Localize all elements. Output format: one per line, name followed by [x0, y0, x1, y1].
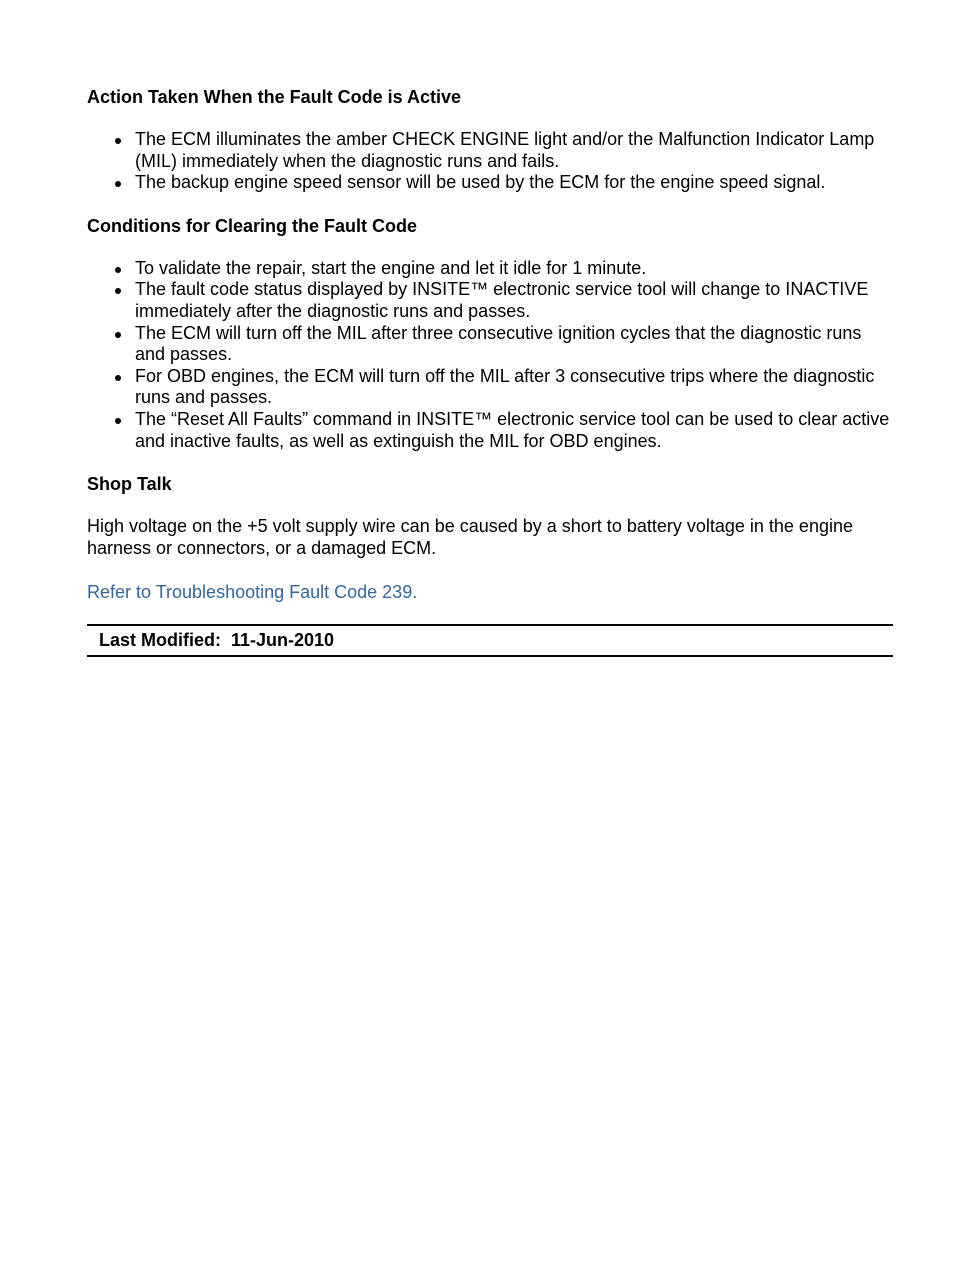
- list-item: [87, 129, 893, 172]
- list-item-text: The ECM will turn off the MIL after three consecutive ignition cycles that the diagnostic runs and passes.: [135, 322, 862, 365]
- list-item: [87, 409, 893, 452]
- list-item: [87, 279, 893, 322]
- clearing-heading: Conditions for Clearing the Fault Code: [87, 215, 417, 236]
- list-item: [87, 172, 893, 194]
- bullet-icon: [115, 332, 121, 338]
- clearing-list: [87, 258, 893, 452]
- list-item-text: For OBD engines, the ECM will turn off the MIL after 3 consecutive trips where the diagnostic runs and passes.: [135, 365, 875, 408]
- action-list: [87, 129, 893, 194]
- last-modified-date: 11-Jun-2010: [231, 630, 335, 651]
- last-modified-label: Last Modified:: [99, 630, 231, 651]
- list-item-text: The backup engine speed sensor will be used by the ECM for the engine speed signal.: [135, 172, 826, 193]
- bullet-icon: [115, 288, 121, 294]
- action-heading: Action Taken When the Fault Code is Active: [87, 87, 462, 107]
- list-item-text: The “Reset All Faults” command in INSITE™ electronic service tool can be used to clear active and inactive faults, as well as extinguish the MIL for OBD engines.: [135, 408, 890, 451]
- list-item-text: The ECM illuminates the amber CHECK ENGINE light and/or the Malfunction Indicator Lamp (MIL) immediately when the diagnostic runs and fails.: [135, 129, 875, 171]
- bullet-icon: [115, 181, 121, 187]
- bullet-icon: [115, 267, 121, 273]
- shop-talk-heading: Shop Talk: [87, 474, 172, 495]
- last-modified-bar: [87, 624, 893, 657]
- bullet-icon: [115, 138, 121, 144]
- list-item: [87, 323, 893, 366]
- list-item: [87, 366, 893, 409]
- document-page: [87, 86, 893, 657]
- troubleshooting-link[interactable]: Refer to Troubleshooting Fault Code 239.: [87, 582, 418, 603]
- bullet-icon: [115, 418, 121, 424]
- shop-talk-text: High voltage on the +5 volt supply wire can be caused by a short to battery voltage in the engine harness or connectors, or a damaged ECM.: [87, 516, 853, 558]
- list-item-text: The fault code status displayed by INSITE™ electronic service tool will change to INACTIVE immediately after the diagnostic runs and passes.: [135, 279, 869, 321]
- list-item: [87, 258, 893, 280]
- bullet-icon: [115, 375, 121, 381]
- list-item-text: To validate the repair, start the engine and let it idle for 1 minute.: [135, 257, 647, 278]
